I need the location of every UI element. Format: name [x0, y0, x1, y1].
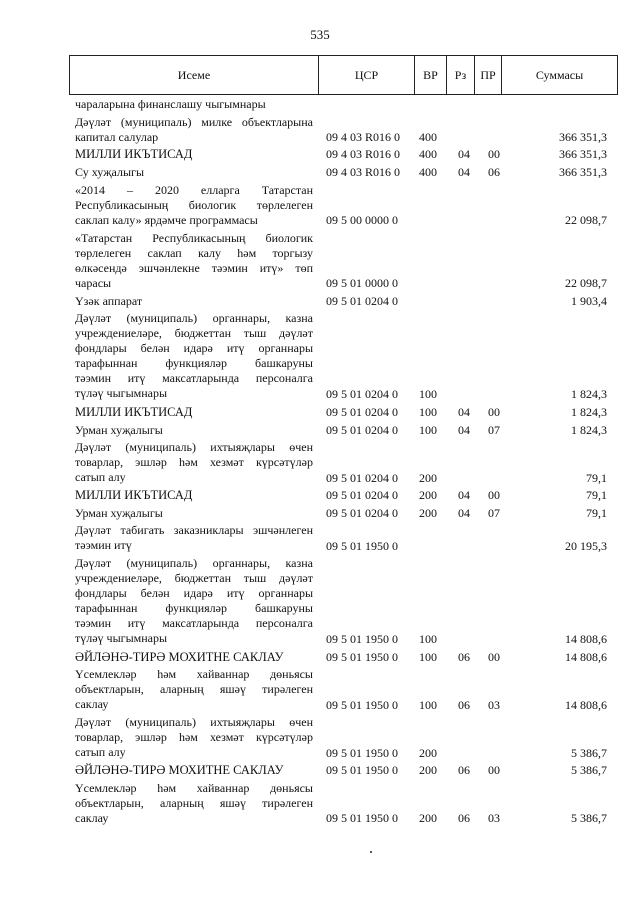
row-rz: 04 [458, 505, 470, 520]
row-csr: 09 5 01 1950 0 [326, 697, 398, 712]
row-sum: 366 351,3 [559, 147, 607, 162]
row-pr: 03 [488, 811, 500, 826]
row-sum: 79,1 [586, 505, 607, 520]
row-name [75, 506, 313, 521]
row-rz: 06 [458, 763, 470, 778]
row-vr: 100 [419, 422, 437, 437]
row-name-line: саклау [75, 697, 109, 712]
row-name-line: фондлары белән идарә итү органнары [75, 586, 313, 601]
table-row [0, 423, 640, 438]
row-name [75, 311, 313, 401]
row-name-line: МИЛЛИ ИКЪТИСАД [75, 405, 193, 419]
row-vr: 100 [419, 387, 437, 402]
row-name [75, 97, 313, 112]
row-rz: 06 [458, 811, 470, 826]
row-vr: 100 [419, 405, 437, 419]
row-sum: 20 195,3 [565, 538, 607, 553]
row-name-line: сатып алу [75, 470, 126, 485]
row-sum: 366 351,3 [559, 165, 607, 179]
row-csr: 09 5 01 1950 0 [326, 538, 398, 553]
table-row [0, 183, 640, 229]
row-csr: 09 4 03 R016 0 [326, 129, 401, 144]
row-name [75, 715, 313, 760]
row-sum: 5 386,7 [571, 745, 607, 760]
row-csr: 09 5 01 0204 0 [326, 293, 398, 308]
row-name [75, 115, 313, 145]
row-name [75, 650, 313, 665]
row-name-line: объектларын, аларның яшәү тирәлеген [75, 682, 313, 697]
row-pr: 00 [488, 649, 500, 664]
row-csr: 09 4 03 R016 0 [326, 165, 401, 179]
table-row [0, 781, 640, 827]
header-sum: Суммасы [502, 56, 618, 95]
row-csr: 09 5 01 1950 0 [326, 649, 398, 664]
row-vr: 200 [419, 488, 437, 503]
row-sum: 5 386,7 [571, 811, 607, 826]
table-row [0, 667, 640, 713]
table-row [0, 650, 640, 665]
row-name [75, 523, 313, 553]
table-row [0, 523, 640, 553]
row-sum: 1 903,4 [571, 293, 607, 308]
row-csr: 09 5 01 0204 0 [326, 470, 398, 485]
row-csr: 09 5 01 1950 0 [326, 811, 398, 826]
row-name-line: Дәүләт табигать заказниклары эшчәнлеген [75, 523, 313, 538]
row-sum: 1 824,3 [571, 387, 607, 402]
row-name [75, 440, 313, 485]
row-name-line: Дәүләт (муниципаль) органнары, казна [75, 311, 313, 326]
row-name-line: өлкәсендә эшчәнлекне тәэмин итү» төп [75, 260, 313, 275]
row-name-line: Үсемлекләр һәм хайваннар дөньясы [75, 781, 313, 795]
row-name-line: учреждениеләре, бюджеттан тыш дәүләт [75, 326, 313, 341]
row-name-line: чарасы [75, 275, 112, 290]
row-name-line: МИЛЛИ ИКЪТИСАД [75, 488, 193, 503]
row-name-line: ӘЙЛӘНӘ-ТИРӘ МОХИТНЕ САКЛАУ [75, 763, 284, 778]
row-name-line: тарафыннан функцияләр башкаруны [75, 601, 313, 616]
row-name-line: төрлелеген саклап калу һәм торгызу [75, 245, 313, 260]
table-row [0, 147, 640, 162]
row-vr: 200 [419, 470, 437, 485]
row-name-line: фондлары белән идарә итү органнары [75, 341, 313, 356]
row-name [75, 231, 313, 291]
row-name-line: тәэмин итү максатларында персоналга [75, 371, 313, 386]
row-name-line: «Татарстан Республикасының биологик [75, 230, 313, 245]
table-row [0, 231, 640, 292]
row-csr: 09 5 01 0204 0 [326, 505, 398, 520]
row-rz: 04 [458, 422, 470, 437]
row-sum: 22 098,7 [565, 212, 607, 227]
table-row [0, 165, 640, 180]
row-csr: 09 5 01 1950 0 [326, 745, 398, 760]
row-name-line: саклау [75, 811, 109, 825]
row-name [75, 488, 313, 503]
row-name-line: объектларын, аларның яшәү тирәлеген [75, 796, 313, 810]
row-sum: 1 824,3 [571, 422, 607, 437]
row-name-line: Дәүләт (муниципаль) милке объектларына [75, 114, 313, 129]
row-csr: 09 4 03 R016 0 [326, 147, 401, 162]
row-name [75, 294, 313, 309]
table-row [0, 715, 640, 761]
row-name-line: «2014 – 2020 елларга Татарстан [75, 182, 313, 197]
table-row [0, 506, 640, 521]
row-name [75, 147, 313, 162]
header-vr: ВР [415, 56, 447, 95]
page-number: 535 [310, 27, 330, 42]
row-rz: 04 [458, 165, 470, 179]
row-name-line: сатып алу [75, 745, 126, 760]
row-pr: 00 [488, 405, 500, 419]
row-rz: 04 [458, 405, 470, 419]
row-name-line: тәэмин итү [75, 538, 132, 553]
table-row [0, 440, 640, 486]
row-pr: 06 [488, 165, 500, 179]
row-name [75, 165, 313, 180]
row-sum: 366 351,3 [559, 129, 607, 144]
row-name-line: товарлар, эшләр һәм хезмәт күрсәтүләр [75, 455, 313, 470]
row-vr: 400 [419, 129, 437, 144]
row-rz: 04 [458, 488, 470, 503]
row-name-line: капитал салулар [75, 129, 159, 144]
row-name-line: Дәүләт (муниципаль) органнары, казна [75, 556, 313, 571]
row-vr: 400 [419, 165, 437, 179]
header-csr: ЦСР [319, 56, 415, 95]
table-row [0, 311, 640, 402]
row-name-line: түләү чыгымнары [75, 386, 168, 401]
row-name-line: товарлар, эшләр һәм хезмәт күрсәтүләр [75, 730, 313, 745]
row-csr: 09 5 01 1950 0 [326, 763, 398, 778]
table-row [0, 115, 640, 145]
row-sum: 1 824,3 [571, 405, 607, 419]
header-pr: ПР [475, 56, 502, 95]
row-sum: 5 386,7 [571, 763, 607, 778]
row-vr: 400 [419, 147, 437, 162]
row-name-line: Урман хуҗалыгы [75, 505, 163, 520]
row-vr: 100 [419, 697, 437, 712]
row-vr: 200 [419, 505, 437, 520]
row-csr: 09 5 01 0000 0 [326, 276, 398, 291]
row-name-line: Урман хуҗалыгы [75, 422, 163, 437]
row-sum: 14 808,6 [565, 632, 607, 647]
row-rz: 06 [458, 697, 470, 712]
table-row [0, 294, 640, 309]
row-sum: 14 808,6 [565, 697, 607, 712]
header-name: Исеме [70, 56, 319, 95]
page-speck [370, 851, 372, 853]
row-name [75, 556, 313, 646]
row-sum: 79,1 [586, 470, 607, 485]
row-name-line: ӘЙЛӘНӘ-ТИРӘ МОХИТНЕ САКЛАУ [75, 649, 284, 664]
row-name-line: түләү чыгымнары [75, 631, 168, 646]
table-header [69, 55, 618, 95]
table-row [0, 556, 640, 647]
row-vr: 100 [419, 649, 437, 664]
row-pr: 00 [488, 488, 500, 503]
row-csr: 09 5 01 0204 0 [326, 422, 398, 437]
row-csr: 09 5 01 0204 0 [326, 488, 398, 503]
row-csr: 09 5 01 0204 0 [326, 405, 398, 419]
row-rz: 06 [458, 649, 470, 664]
row-name-line: Үсемлекләр һәм хайваннар дөньясы [75, 667, 313, 682]
row-name-line: учреждениеләре, бюджеттан тыш дәүләт [75, 571, 313, 586]
row-csr: 09 5 01 0204 0 [326, 387, 398, 402]
row-name [75, 423, 313, 438]
row-pr: 00 [488, 763, 500, 778]
row-pr: 00 [488, 147, 500, 162]
row-name-line: тәэмин итү максатларында персоналга [75, 616, 313, 631]
row-name [75, 405, 313, 420]
header-rz: Рз [447, 56, 475, 95]
row-vr: 200 [419, 763, 437, 778]
row-sum: 14 808,6 [565, 649, 607, 664]
row-csr: 09 5 00 0000 0 [326, 212, 398, 227]
row-pr: 07 [488, 422, 500, 437]
row-name-line: Дәүләт (муниципаль) ихтыяҗлары өчен [75, 715, 313, 730]
row-name [75, 781, 313, 826]
row-name-line: Су хуҗалыгы [75, 165, 145, 179]
table-row [0, 97, 640, 112]
row-vr: 100 [419, 632, 437, 647]
row-name [75, 667, 313, 712]
row-name-line: Үзәк аппарат [75, 293, 143, 308]
row-name [75, 763, 313, 778]
row-vr: 200 [419, 745, 437, 760]
row-sum: 22 098,7 [565, 276, 607, 291]
table-row [0, 763, 640, 778]
row-name-line: саклап калу» ярдәмче программасы [75, 212, 258, 227]
row-vr: 200 [419, 811, 437, 826]
row-sum: 79,1 [586, 488, 607, 503]
row-name-line: Дәүләт (муниципаль) ихтыяҗлары өчен [75, 440, 313, 455]
table-row [0, 488, 640, 503]
row-pr: 07 [488, 505, 500, 520]
row-csr: 09 5 01 1950 0 [326, 632, 398, 647]
row-pr: 03 [488, 697, 500, 712]
row-name [75, 183, 313, 228]
table-row [0, 405, 640, 420]
row-name-line: чараларына финанслашу чыгымнары [75, 97, 266, 111]
row-rz: 04 [458, 147, 470, 162]
row-name-line: Республикасының биологик төрлелеген [75, 197, 313, 212]
row-name-line: тарафыннан функцияләр башкаруны [75, 356, 313, 371]
row-name-line: МИЛЛИ ИКЪТИСАД [75, 147, 193, 162]
